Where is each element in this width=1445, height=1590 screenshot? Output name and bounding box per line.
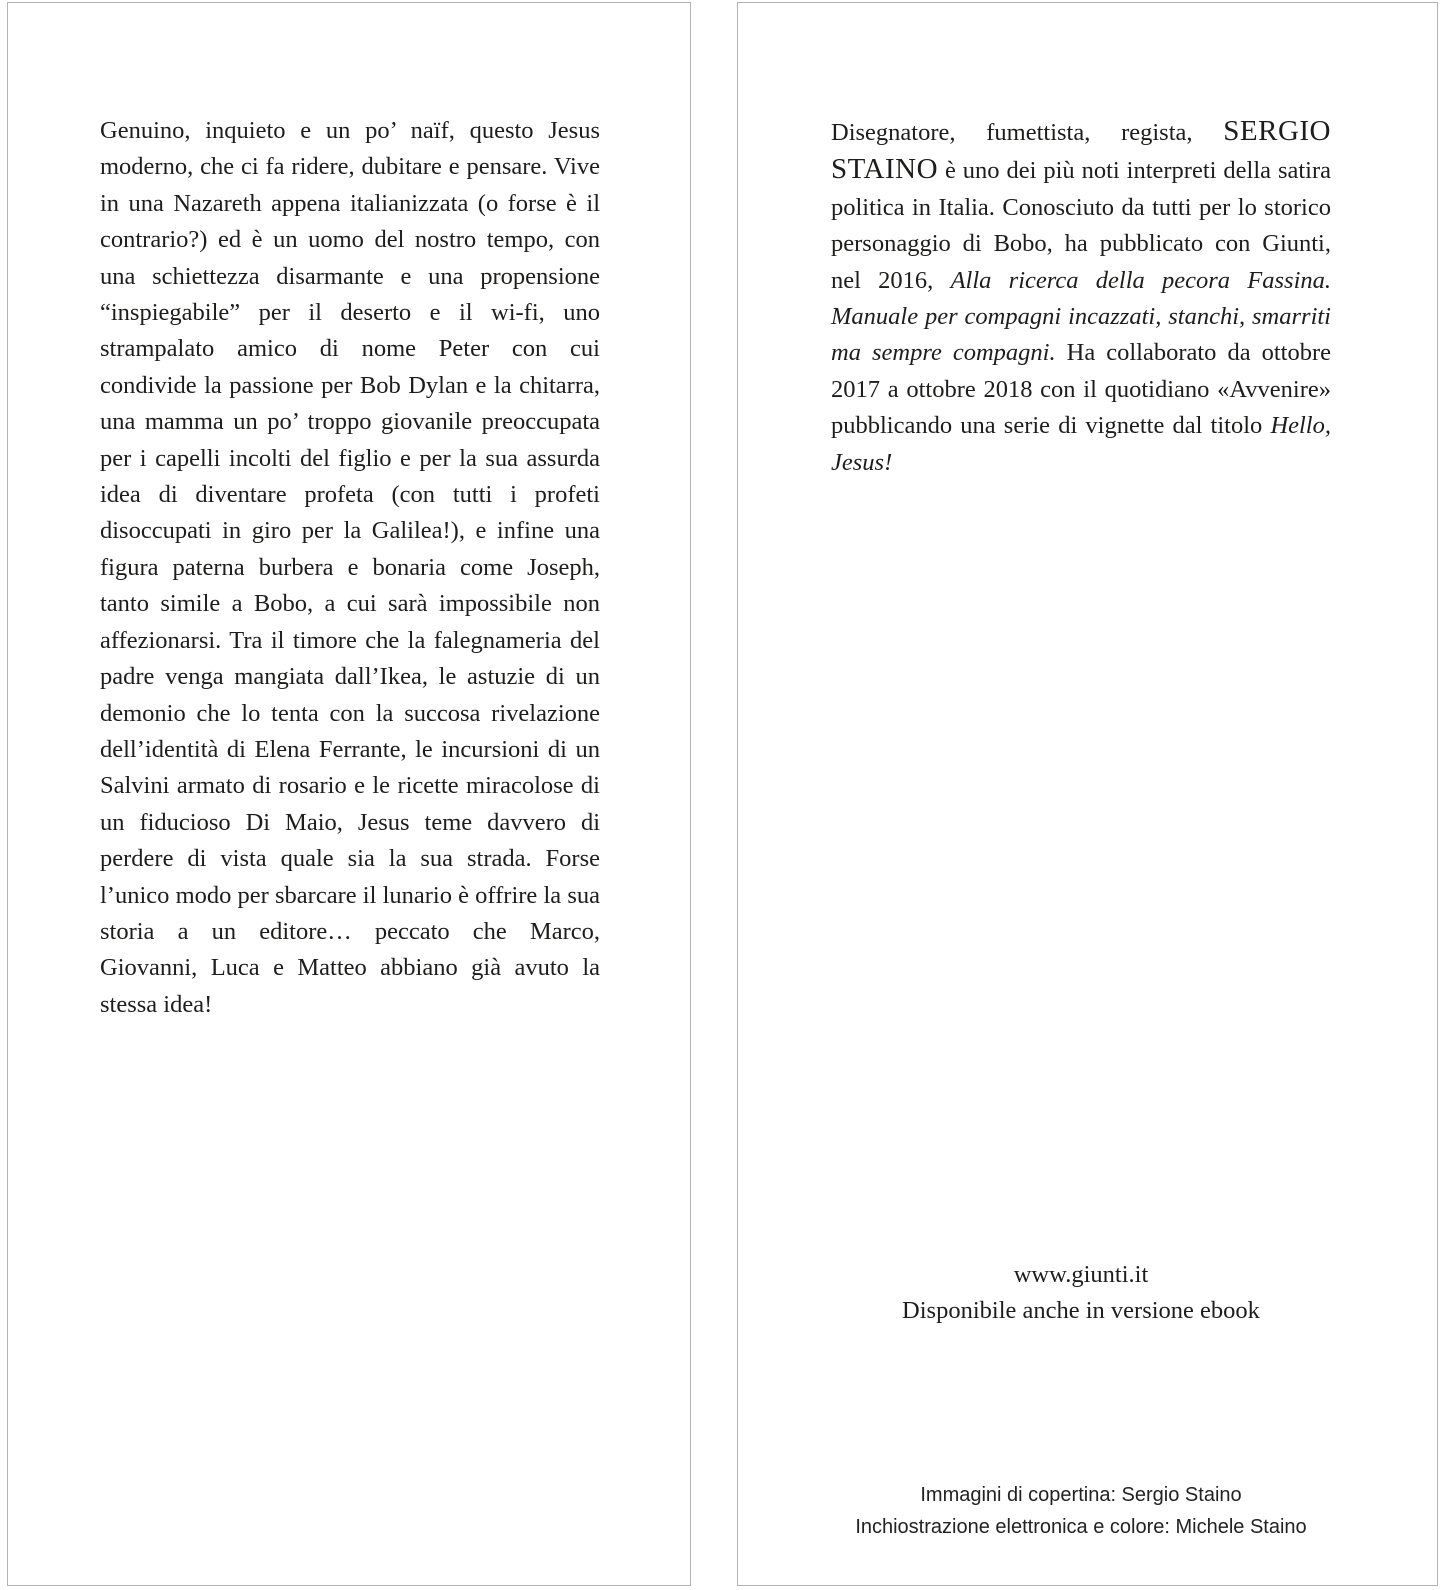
- bio-intro-text: Disegnatore, fumettista, regista,: [831, 119, 1224, 146]
- cartoon-series-title: Hello, Jesus!: [831, 412, 1331, 476]
- book-title: Alla ricerca della pecora Fassina. Manuale per compagni incazzati, stanchi, smarriti ma sempre compagni.: [831, 266, 1332, 367]
- cover-images-credit: Immagini di copertina: Sergio Staino: [920, 1484, 1242, 1506]
- bio-body-text-1: è uno dei più noti interpreti della satira politica in Italia. Conosciuto da tutti per lo storico personaggio di Bobo, ha pubblicato con Giunti, nel 2016,: [831, 157, 1331, 294]
- publisher-info-block: [831, 1257, 1331, 1330]
- back-flap-panel: [737, 2, 1438, 1586]
- publisher-website: www.giunti.it: [1013, 1261, 1149, 1288]
- bio-body-text-2: Ha collaborato da ottobre 2017 a ottobre 2018 con il quotidiano «Avvenire» pubblicando una serie di vignette dal titolo: [831, 339, 1332, 440]
- synopsis-paragraph: Genuino, inquieto e un po’ naïf, questo Jesus moderno, che ci fa ridere, dubitare e pensare. Vive in una Nazareth appena italianizzata (o forse è il contrario?) ed è un uomo del nostro tempo, con una schiettezza disarmante e una propensione “inspiegabile” per il deserto e il wi-fi, uno strampalato amico di nome Peter con cui condivide la passione per Bob Dylan e la chitarra, una mamma un po’ troppo giovanile preoccupata per i capelli incolti del figlio e per la sua assurda idea di diventare profeta (con tutti i profeti disoccupati in giro per la Galilea!), e infine una figura paterna burbera e bonaria come Joseph, tanto simile a Bobo, a cui sarà impossibile non affezionarsi. Tra il timore che la falegnameria del padre venga mangiata dall’Ikea, le astuzie di un demonio che lo tenta con la succosa rivelazione dell’identità di Elena Ferrante, le incursioni di un Salvini armato di rosario e le ricette miracolose di un fiducioso Di Maio, Jesus teme davvero di perdere di vista quale sia la sua strada. Forse l’unico modo per sbarcare il lunario è offrire la sua storia a un editore… peccato che Marco, Giovanni, Luca e Matteo abbiano già avuto la stessa idea!: [100, 117, 600, 1018]
- author-bio-paragraph: [831, 113, 1331, 481]
- ebook-availability-note: Disponibile anche in versione ebook: [902, 1297, 1260, 1325]
- front-flap-panel: [7, 2, 691, 1586]
- inking-color-credit: Inchiostrazione elettronica e colore: Michele Staino: [855, 1516, 1307, 1538]
- credits-block: [781, 1479, 1381, 1543]
- author-name: SERGIO STAINO: [831, 115, 1331, 186]
